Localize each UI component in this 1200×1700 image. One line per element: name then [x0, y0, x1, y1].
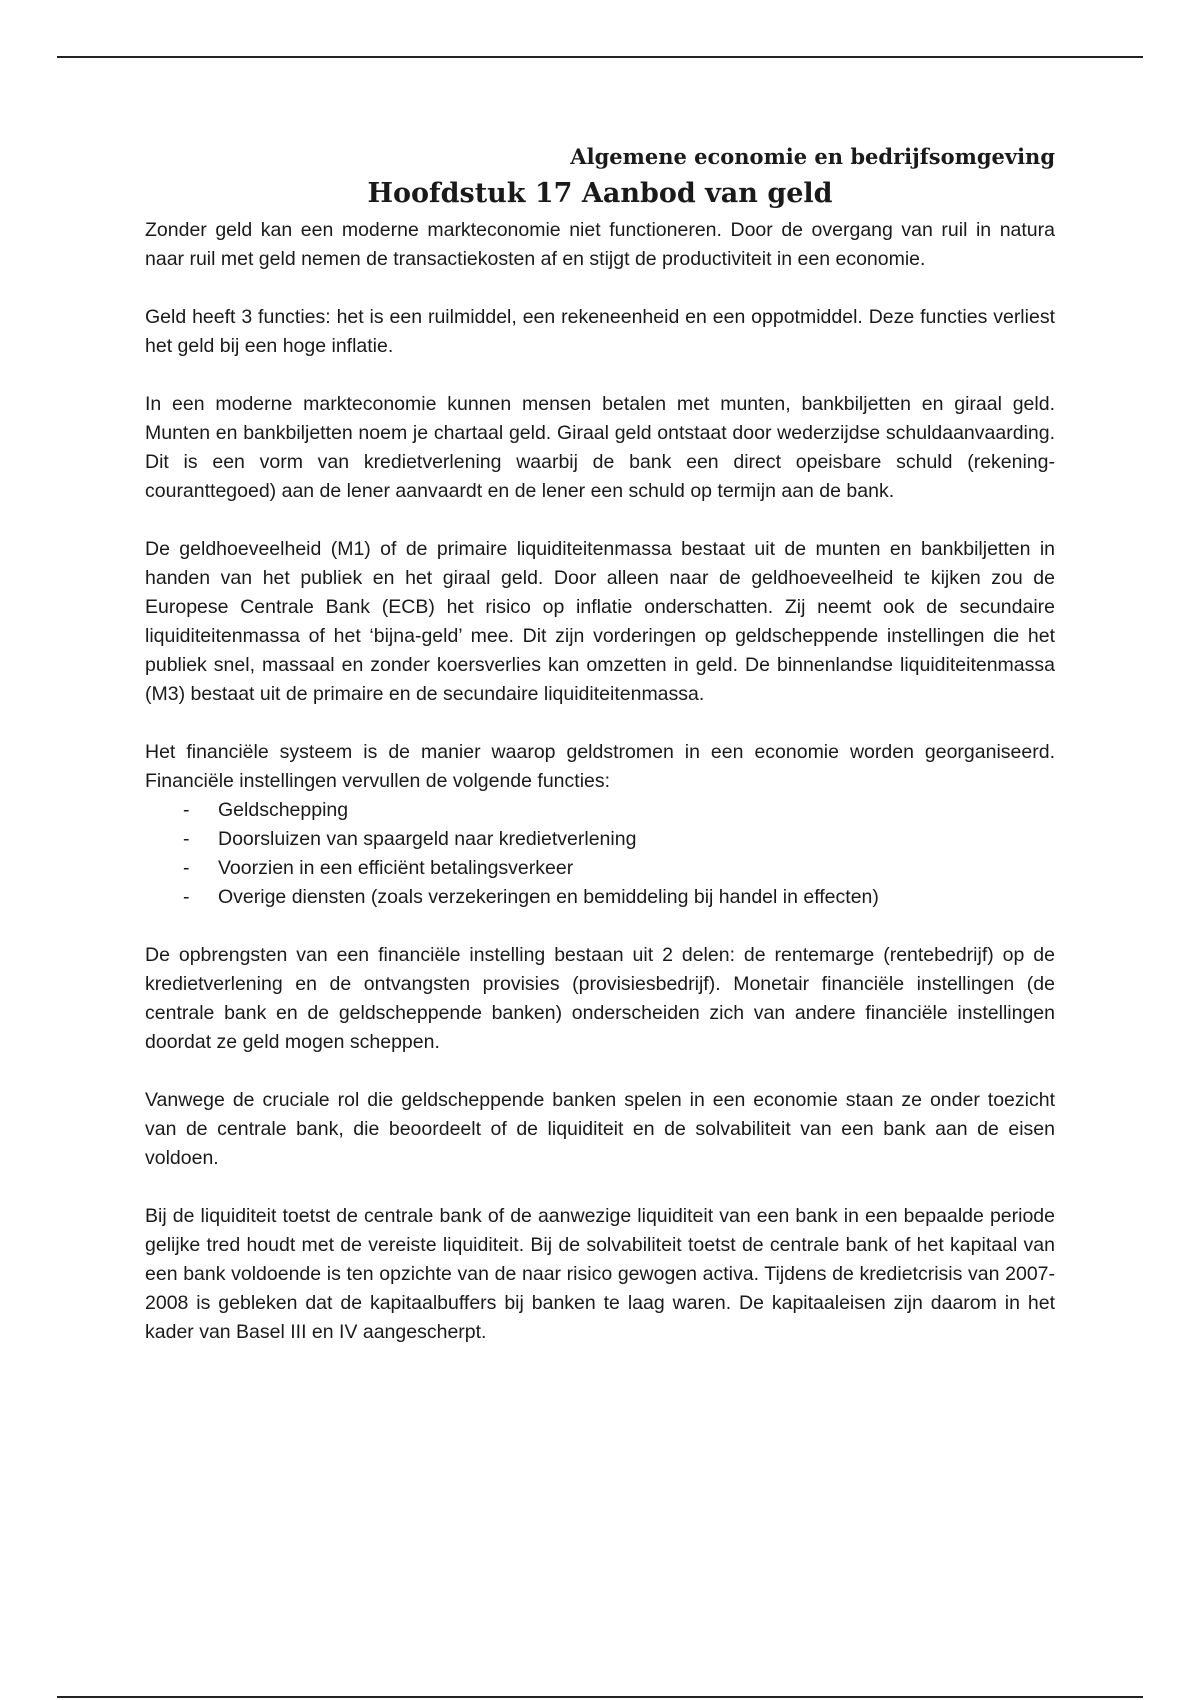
list-item-text: Overige diensten (zoals verzekeringen en bemiddeling bij handel in effecten) [218, 886, 879, 908]
list-item [145, 854, 1055, 883]
functions-list [145, 796, 1055, 912]
bullet-marker: - [183, 828, 190, 850]
paragraph-intro: Zonder geld kan een moderne markteconomie niet functioneren. Door de overgang van ruil in natura naar ruil met geld nemen de transactiekosten af en stijgt de productiviteit in een economie. [145, 219, 1055, 270]
bullet-marker: - [183, 799, 190, 821]
bullet-marker: - [183, 857, 190, 879]
paragraph-supervision: Vanwege de cruciale rol die geldscheppende banken spelen in een economie staan ze onder toezicht van de centrale bank, die beoordeelt of de liquiditeit en de solvabiliteit van een bank aan de eisen voldoen. [145, 1089, 1055, 1169]
course-subject: Algemene economie en bedrijfsomgeving [570, 144, 1055, 169]
list-item [145, 796, 1055, 825]
list-item-text: Geldschepping [218, 799, 349, 821]
paragraph-payment-means: In een moderne markteconomie kunnen mensen betalen met munten, bankbiljetten en giraal geld. Munten en bankbiljetten noem je chartaal geld. Giraal geld ontstaat door wederzijdse schuldaanvaarding. Dit is een vorm van kredietverlening waarbij de bank een direct opeisbare schuld (rekening-couranttegoed) aan de lener aanvaardt en de lener een schuld op termijn aan de bank. [145, 393, 1055, 502]
paragraph-functions-of-money: Geld heeft 3 functies: het is een ruilmiddel, een rekeneenheid en een oppotmiddel. Deze functies verliest het geld bij een hoge inflatie. [145, 306, 1055, 357]
paragraph-financial-system: Het financiële systeem is de manier waarop geldstromen in een economie worden georganiseerd. Financiële instellingen vervullen de volgende functies: [145, 741, 1055, 792]
list-item [145, 883, 1055, 912]
paragraph-liquidity-solvency: Bij de liquiditeit toetst de centrale bank of de aanwezige liquiditeit van een bank in een bepaalde periode gelijke tred houdt met de vereiste liquiditeit. Bij de solvabiliteit toetst de centrale bank of het kapitaal van een bank voldoende is ten opzichte van de naar risico gewogen activa. Tijdens de kredietcrisis van 2007-2008 is gebleken dat de kapitaalbuffers bij banken te laag waren. De kapitaaleisen zijn daarom in het kader van Basel III en IV aangescherpt. [145, 1205, 1055, 1343]
list-item-text: Doorsluizen van spaargeld naar kredietverlening [218, 828, 637, 850]
document-body [145, 140, 1055, 1376]
paragraph-revenues: De opbrengsten van een financiële instelling bestaan uit 2 delen: de rentemarge (rentebedrijf) op de kredietverlening en de ontvangsten provisies (provisiesbedrijf). Monetair financiële instellingen (de centrale bank en de geldscheppende banken) onderscheiden zich van andere financiële instellingen doordat ze geld mogen scheppen. [145, 944, 1055, 1053]
chapter-title: Hoofdstuk 17 Aanbod van geld [367, 178, 833, 209]
list-item-text: Voorzien in een efficiënt betalingsverkeer [218, 857, 574, 879]
top-rule [57, 56, 1143, 58]
list-item [145, 825, 1055, 854]
paragraph-money-supply: De geldhoeveelheid (M1) of de primaire liquiditeitenmassa bestaat uit de munten en bankbiljetten in handen van het publiek en het giraal geld. Door alleen naar de geldhoeveelheid te kijken zou de Europese Centrale Bank (ECB) het risico op inflatie onderschatten. Zij neemt ook de secundaire liquiditeitenmassa of het ‘bijna-geld’ mee. Dit zijn vorderingen op geldscheppende instellingen die het publiek snel, massaal en zonder koersverlies kan omzetten in geld. De binnenlandse liquiditeitenmassa (M3) bestaat uit de primaire en de secundaire liquiditeitenmassa. [145, 538, 1055, 705]
bottom-rule [57, 1696, 1143, 1698]
bullet-marker: - [183, 886, 190, 908]
